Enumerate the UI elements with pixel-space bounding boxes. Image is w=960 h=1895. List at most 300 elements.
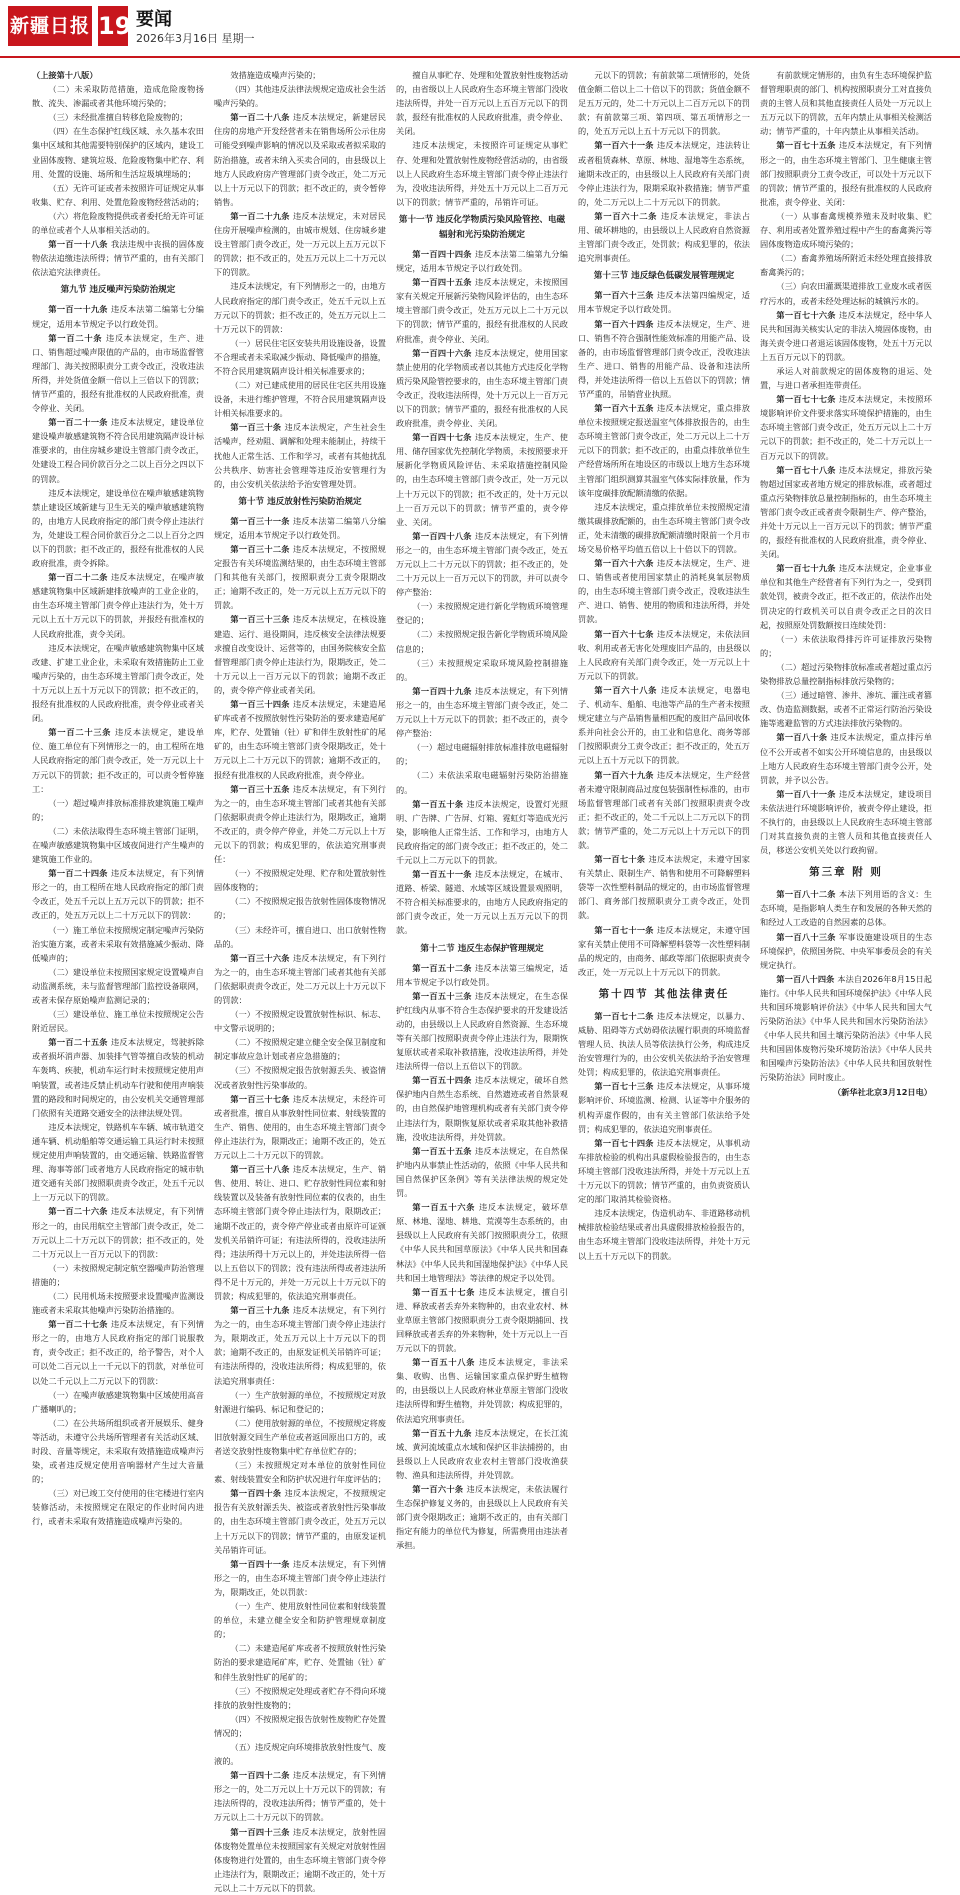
paragraph <box>214 1458 386 1486</box>
section-heading: 第九节 违反噪声污染防治规定 <box>60 285 176 296</box>
paragraph-text: 违反本法规定，生产、进口、销售不符合强制性能效标准的用能产品、设备的，由市场监督管理部门责令改正，没收违法生产、进口、销售的用能产品、设备和违法所得，并处违法所得一倍以上五倍以下的罚款；情节严重的，吊销营业执照。 <box>578 318 750 399</box>
paragraph-text: 违反本法第二编第九分编规定，适用本节规定予以行政处罚。 <box>396 248 568 274</box>
paragraph-text: 违反本法规定，建设单位在噪声敏感建筑物禁止建设区域新建与卫生无关的噪声敏感建筑物的，由地方人民政府指定的部门责令停止违法行为，处建设工程合同价款百分之二以上百分之四以下的罚款；拒不改正的，报经有批准权的人民政府批准，责令拆除。 <box>32 487 204 569</box>
paragraph <box>214 894 386 922</box>
paragraph-text: （三）对已竣工交付使用的住宅楼进行室内装修活动，未按照规定在限定的作业时间内进行，或者未采取有效措施造成噪声污染的。 <box>32 1488 204 1527</box>
paragraph-text: （三）向农田灌溉渠道排放工业废水或者医疗污水的，或者未经处理达标的城镇污水的。 <box>760 281 932 306</box>
paragraph-text: 擅自从事贮存、处理和处置放射性废物活动的，由省级以上人民政府生态环境主管部门没收违法所得，并处一百万元以上五百万元以下的罚款，报经有批准权的人民政府批准，责令停业、关闭。 <box>396 70 568 137</box>
article-number: 第一百三十四条 <box>230 699 293 710</box>
paragraph-text: （五）违反规定向环境排放放射性废气、废液的。 <box>214 1741 386 1767</box>
paragraph <box>396 1073 568 1143</box>
paragraph-text: 本法下列用语的含义：生态环境，是指影响人类生存和发展的各种天然的和经过人工改造的自然因素的总体。 <box>760 889 932 928</box>
article-number: 第一百五十条 <box>412 798 467 809</box>
paragraph-text: 违反本法规定，未对居民住房开展噪声检测的，由城市规划、住房城乡建设主管部门责令改正，处一万元以上五万元以下的罚款；拒不改正的，处五万元以上二十万元以下的罚款。 <box>214 210 386 278</box>
paragraph <box>760 730 932 786</box>
dateline-credit <box>760 1085 932 1099</box>
paragraph <box>578 317 750 402</box>
paragraph-text: 违反本法规定，有下列行为之一的，由生态环境主管部门责令停止违法行为，限期改正，处五万元以上十万元以下的罚款；逾期不改正的，由原发证机关吊销许可证；有违法所得的，没收违法所得；构成犯罪的，依法追究刑事责任： <box>214 1305 386 1386</box>
paragraph <box>760 392 932 462</box>
paragraph-text: （二）不按照规定报告放射性固体废物情况的； <box>214 896 386 921</box>
paragraph <box>214 420 386 490</box>
paragraph-text: 违反本法规定，伪造机动车、非道路移动机械排放检验结果或者出具虚假排放检验报告的，由生态环境主管部门没收违法所得，并处十万元以上五十万元以下的罚款。 <box>578 1208 750 1261</box>
paragraph <box>578 401 750 500</box>
paragraph-text: 违反本法规定，生产经营者未遵守限制商品过度包装强制性标准的，由市场监督管理部门或者有关部门按照职责责令改正；拒不改正的，处二千元以上二万元以下的罚款；情节严重的，处二万元以上十万元以下的罚款。 <box>578 769 750 850</box>
paragraph-text: 违反本法规定，生产、使用、储存国家优先控制化学物质，未按照要求开展新化学物质风险评估、未采取措施控制风险的，由生态环境主管部门责令改正，处一万元以上十万元以下的罚款；拒不改正的，处十万元以上一百万元以下的罚款；情节严重的，责令停业、关闭。 <box>396 432 568 527</box>
paragraph-text: （三）未按照规定对本单位的放射性同位素、射线装置安全和防护状况进行年度评估的； <box>214 1460 386 1485</box>
paragraph <box>32 302 204 330</box>
paragraph-text: 违反本法规定，有下列情形之一的，由生态环境主管部门责令改正，处五万元以上二十万元以下的罚款；拒不改正的，处二十万元以上一百万元以下的罚款，并可以责令停产整治： <box>396 530 568 598</box>
paragraph-text: （二）对已建成使用的居民住宅区共用设施设备，未进行维护管理，不符合民用建筑隔声设计相关标准要求的。 <box>214 380 386 419</box>
paragraph <box>214 1712 386 1740</box>
paragraph <box>578 68 750 138</box>
paragraph <box>578 1136 750 1206</box>
paragraph <box>396 961 568 989</box>
paragraph <box>214 951 386 1007</box>
paragraph-text: （三）建设单位、施工单位未按照规定公告附近居民。 <box>32 1009 204 1034</box>
paragraph-text: （一）不按照规定处理、贮存和处置放射性固体废物的； <box>214 868 386 893</box>
paragraph <box>396 1355 568 1425</box>
paragraph <box>396 1285 568 1355</box>
article-number: 第一百三十六条 <box>230 952 293 963</box>
article-number: 第一百六十八条 <box>594 684 661 695</box>
paragraph-text: 违反本法规定，生产、进口、销售或者使用国家禁止的消耗臭氧层物质的，由生态环境主管部门责令改正，没收违法生产、进口、销售、使用的物质和违法所得，并处罚款。 <box>578 558 750 625</box>
paragraph-text: （二）未依法采取电磁辐射污染防治措施的。 <box>396 770 568 795</box>
newspaper-logo: 新疆日报 <box>8 6 92 46</box>
paragraph-text: 违反本法规定，企业事业单位和其他生产经营者有下列行为之一，受到罚款处罚，被责令改正，拒不改正的，依法作出处罚决定的行政机关可以自责令改正之日的次日起，按照原处罚数额按日连续处罚： <box>760 563 932 630</box>
paragraph <box>760 561 932 631</box>
paragraph <box>578 500 750 556</box>
paragraph-text: 违反本法规定，有下列情形之一的，由地方人民政府指定的部门责令改正，处五千元以上五万元以下的罚款；拒不改正的，处五万元以上二十万元以下的罚款： <box>214 281 386 334</box>
article-number: 第一百五十五条 <box>412 1145 475 1156</box>
paragraph <box>396 740 568 768</box>
article-number: 第一百四十条 <box>230 1488 285 1499</box>
paragraph-text: （新华社北京3月12日电） <box>833 1086 932 1097</box>
article-number: 第一百七十七条 <box>776 394 839 405</box>
paragraph <box>214 1063 386 1091</box>
article-number: 第一百五十九条 <box>412 1427 475 1438</box>
paragraph-text: 违反本法规定，有下列情形之一的，由生态环境主管部门责令改正，处二万元以上十万元以下的罚款；拒不改正的，责令停产整治： <box>396 685 568 739</box>
article-number: 第一百七十三条 <box>594 1081 657 1092</box>
paragraph-text: 违反本法规定，经中华人民共和国海关核实认定的非法入境固体废物，由海关责令进口者退运该固体废物，处五十万元以上五百万元以下的罚款。 <box>760 309 932 362</box>
paragraph <box>32 331 204 416</box>
paragraph-text: （三）不按照规定处理或者贮存不得向环境排放的放射性废物的； <box>214 1685 386 1710</box>
paragraph <box>396 1426 568 1482</box>
paragraph-text: 违反本法规定，重点排放单位未按照规定清缴其碳排放配额的，由生态环境主管部门责令改正，处未清缴的碳排放配额清缴时限前一个月市场交易价格平均值五倍以上十倍以下的罚款。 <box>578 501 750 554</box>
paragraph <box>578 852 750 922</box>
paragraph-text: 违反本法第二编第八分编规定，适用本节规定予以行政处罚。 <box>214 515 386 540</box>
article-number: 第一百三十八条 <box>230 1164 293 1175</box>
article-number: 第一百六十一条 <box>594 140 657 151</box>
text-column-3 <box>396 68 568 1551</box>
paragraph-text: 违反本法规定，铁路机车车辆、城市轨道交通车辆、机动船舶等交通运输工具运行时未按照规定使用声响装置的，由交通运输、铁路监督管理、海事等部门或者地方人民政府指定的城市轨道交通有关部门按照职责责令改正，处五千元以上一万元以下的罚款。 <box>32 1121 204 1203</box>
paragraph <box>214 1162 386 1303</box>
paragraph-text: （一）超过电磁辐射排放标准排放电磁辐射的； <box>396 742 568 767</box>
paragraph <box>214 1092 386 1162</box>
paragraph <box>214 1007 386 1035</box>
paragraph-text: 违反本法规定，在噪声敏感建筑物集中区域新建排放噪声的工业企业的，由生态环境主管部门责令停止违法行为，处十万元以上五十万元以下的罚款，并报经有批准权的人民政府批准，责令关闭。 <box>32 572 204 639</box>
paragraph-text: 违反本法规定，有下列情形之一的，由生态环境主管部门责令停止违法行为，限期改正，处以罚款： <box>214 1558 386 1597</box>
article-number: 第一百一十九条 <box>48 304 111 315</box>
paragraph <box>214 1035 386 1063</box>
article-number: 第一百二十九条 <box>230 210 293 221</box>
paragraph <box>396 1482 568 1552</box>
paragraph-text: 违反本法规定，有下列情形之一的，由工程所在地人民政府指定的部门责令改正，处五千元以上五万元以下的罚款；拒不改正的，处五万元以上二十万元以下的罚款： <box>32 868 204 921</box>
article-number: 第一百八十条 <box>776 732 831 743</box>
paragraph <box>32 1204 204 1260</box>
paragraph <box>32 486 204 571</box>
paragraph <box>760 308 932 364</box>
section-heading: 第十四节 其他法律责任 <box>598 987 730 1000</box>
article-number: 第一百七十二条 <box>594 1010 657 1021</box>
paragraph-text: （二）建设单位未按照国家规定设置噪声自动监测系统，未与监督管理部门监控设备联网，或者未保存原始噪声监测记录的； <box>32 966 204 1005</box>
article-body <box>32 68 932 1893</box>
paragraph <box>396 1144 568 1200</box>
paragraph <box>578 288 750 316</box>
article-number: 第一百四十九条 <box>412 685 475 696</box>
paragraph <box>396 1200 568 1285</box>
paragraph <box>396 797 568 867</box>
paragraph <box>214 1416 386 1458</box>
paragraph <box>32 1388 204 1416</box>
paragraph-text: （二）未建造尾矿库或者不按照放射性污染防治的要求建造尾矿库，贮存、处置铀（钍）矿和伴生放射性矿的尾矿的； <box>214 1643 386 1682</box>
paragraph-text: 有前款规定情形的，由负有生态环境保护监督管理职责的部门、机构按照职责分工对直接负责的主管人员和其他直接责任人员处一万元以上五万元以下的罚款，五年内禁止从事相关检测活动；情节严重的，十年内禁止从事相关活动。 <box>760 70 932 137</box>
paragraph-text: 违反本法规定，有下列情形之一的，处二万元以上十万元以下的罚款；有违法所得的，没收违法所得；情节严重的，处十万元以上二十万元以下的罚款。 <box>214 1770 386 1823</box>
article-number: 第一百七十八条 <box>776 464 839 475</box>
paragraph <box>578 683 750 768</box>
paragraph <box>32 824 204 866</box>
paragraph <box>578 627 750 683</box>
paragraph <box>32 415 204 485</box>
article-number: 第一百五十六条 <box>412 1202 479 1213</box>
paragraph-text: （二）不按照规定建立健全安全保卫制度和制定事故应急计划或者应急措施的； <box>214 1037 386 1062</box>
paragraph <box>396 138 568 208</box>
article-number: 第一百四十八条 <box>412 530 475 541</box>
paragraph-text: （一）居民住宅区安装共用设施设备，设置不合理或者未采取减少振动、降低噪声的措施，不符合民用建筑隔声设计相关标准要求的； <box>214 337 386 376</box>
paragraph-text: 违反本法规定，生产、销售、使用、转让、进口、贮存放射性同位素和射线装置以及装备有放射性同位素的仪表的，由生态环境主管部门责令停止违法行为，限期改正；逾期不改正的，责令停产停业或者由原许可证颁发机关吊销许可证；有违法所得的，没收违法所得；违法所得十万元以上的，并处违法所得一倍以上五倍以下的罚款；没有违法所得或者违法所得不足十万元的，并处一万元以上十万元以下的罚款；构成犯罪的，依法追究刑事责任。 <box>214 1164 386 1301</box>
paragraph <box>578 768 750 853</box>
paragraph-text: 违反本法第二编第七分编规定，适用本节规定予以行政处罚。 <box>32 304 204 329</box>
paragraph <box>214 279 386 335</box>
article-number: 第一百六十五条 <box>594 403 657 414</box>
paragraph-text: （二）未按照规定报告新化学物质环境风险信息的； <box>396 629 568 654</box>
paragraph-text: 效措施造成噪声污染的； <box>230 70 321 80</box>
paragraph-text: （三）未按照规定采取环境风险控制措施的。 <box>396 657 568 682</box>
paragraph <box>32 82 204 110</box>
paragraph-text: （四）在生态保护红线区域、永久基本农田集中区域和其他需要特别保护的区域内，建设工业固体废物、建筑垃圾、危险废物集中贮存、利用、处置的设施、场所和生活垃圾填埋场的； <box>32 126 204 179</box>
article-number: 第一百六十六条 <box>594 558 657 569</box>
paragraph <box>578 138 750 208</box>
paragraph <box>578 1079 750 1135</box>
article-number: 第一百二十三条 <box>48 727 115 738</box>
paragraph <box>760 209 932 251</box>
article-number: 第一百八十二条 <box>776 889 839 900</box>
article-number: 第一百七十六条 <box>776 309 839 320</box>
article-number: 第一百三十九条 <box>230 1305 293 1316</box>
article-number: 第一百三十三条 <box>230 614 293 625</box>
paragraph-text: 违反本法规定，未建造尾矿库或者不按照放射性污染防治的要求建造尾矿库，贮存、处置铀（钍）矿和伴生放射性矿的尾矿的，由生态环境主管部门责令限期改正，处十万元以上二十万元以下的罚款；逾期不改正的，报经有批准权的人民政府批准，责令停业。 <box>214 699 386 780</box>
paragraph <box>214 514 386 542</box>
paragraph <box>578 209 750 265</box>
section-heading: 第十二节 违反生态保护管理规定 <box>420 943 544 954</box>
paragraph-text: 违反本法规定，非法占用、破坏耕地的，由县级以上人民政府自然资源主管部门责令改正，处罚款；构成犯罪的，依法追究刑事责任。 <box>578 210 750 264</box>
paragraph-text: （二）在公共场所组织或者开展娱乐、健身等活动，未遵守公共场所管理者有关活动区域、时段、音量等规定，未采取有效措施造成噪声污染，或者违反规定使用音响器材产生过大音量的； <box>32 1417 204 1485</box>
article-number: 第一百八十四条 <box>776 973 838 984</box>
paragraph <box>760 138 932 208</box>
article-number: 第一百四十一条 <box>230 1558 293 1569</box>
paragraph <box>760 972 932 1085</box>
paragraph-text: （三）不按照规定报告放射源丢失、被盗情况或者放射性污染事故的。 <box>214 1065 386 1090</box>
paragraph-text: 违反本法规定，放射性固体废物处置单位未按照国家有关规定对放射性固体废物进行处置的，由生态环境主管部门责令停止违法行为，限期改正；逾期不改正的，处十万元以上二十万元以下的罚款。 <box>214 1826 386 1893</box>
paragraph-text: 违反本法规定，排放污染物超过国家或者地方规定的排放标准，或者超过重点污染物排放总量控制指标的，由生态环境主管部门责令改正或者责令限制生产、停产整治，并处十万元以上一百万元以下的罚款；情节严重的，报经有批准权的人民政府批准，责令停业、关闭。 <box>760 464 932 560</box>
paragraph-text: （二）未依法取得生态环境主管部门证明，在噪声敏感建筑物集中区域夜间进行产生噪声的建筑施工作业的。 <box>32 825 204 865</box>
paragraph <box>214 1740 386 1768</box>
paragraph-text: （一）生产、使用放射性同位素和射线装置的单位，未建立健全安全和防护管理规章制度的； <box>214 1601 386 1640</box>
paragraph-text: 违反本法规定，未按照许可证规定从事贮存、处理和处置放射性废物经营活动的，由省级以上人民政府生态环境主管部门责令停止违法行为，没收违法所得，并处五十万元以上二百万元以下的罚款；情节严重的，吊销许可证。 <box>396 140 568 207</box>
paragraph <box>32 237 204 279</box>
article-number: 第一百五十四条 <box>412 1075 475 1086</box>
paragraph-text: 违反本法规定，有下列行为之一的，由生态环境主管部门或者其他有关部门依据职责责令停止违法行为，限期改正，逾期不改正的，责令停产停业，并处二万元以上十万元以下的罚款；构成犯罪的，依法追究刑事责任： <box>214 783 386 865</box>
article-number: 第一百六十三条 <box>594 290 657 301</box>
paragraph <box>760 632 932 660</box>
paragraph-text: 违反本法规定，在核设施建造、运行、退役期间，违反核安全法律法规要求擅自改变设计、运营等的，由国务院核安全监督管理部门责令停止违法行为，限期改正，处二十万元以上一百万元以下的罚款；逾期不改正的，责令停产停业或者关闭。 <box>214 614 386 695</box>
paragraph-text: 违反本法规定，未按照环境影响评价文件要求落实环境保护措施的，由生态环境主管部门责令改正，处五万元以上二十万元以下的罚款；拒不改正的，处二十万元以上一百万元以下的罚款。 <box>760 394 932 461</box>
article-number: 第一百二十五条 <box>48 1037 111 1048</box>
paragraph-text: （三）未经批准擅自转移危险废物的； <box>48 112 188 123</box>
paragraph-text: （二）民用机场未按照要求设置噪声监测设施或者未采取其他噪声污染防治措施的。 <box>32 1290 204 1316</box>
text-column-4 <box>578 68 750 1352</box>
paragraph <box>396 684 568 740</box>
paragraph <box>32 1317 204 1387</box>
article-number: 第一百四十四条 <box>412 248 475 259</box>
paragraph <box>214 782 386 867</box>
paragraph <box>32 923 204 965</box>
paragraph-text: （二）超过污染物排放标准或者超过重点污染物排放总量控制指标排放污染物的； <box>760 661 932 687</box>
paragraph <box>396 346 568 431</box>
paragraph-text: 违反本法规定，产生社会生活噪声，经劝阻、调解和处理未能制止，持续干扰他人正常生活、工作和学习，或者有其他扰乱公共秩序、妨害社会管理等违反治安管理行为的，由公安机关依法给予治安管理处罚。 <box>214 422 386 489</box>
paragraph-text: 违反本法规定，擅自引进、释放或者丢弃外来物种的，由农业农村、林业草原主管部门按照职责分工责令限期捕回、找回释放或者丢弃的外来物种，处十万元以上一百万元以下的罚款。 <box>396 1286 568 1354</box>
article-number: 第一百五十三条 <box>412 990 475 1001</box>
paragraph-text: 违反本法规定，建设单位、施工单位有下列情形之一的，由工程所在地人民政府指定的部门责令改正，处一万元以上十万元以下的罚款；拒不改正的，可以责令暂停施工： <box>32 727 204 794</box>
paragraph-text: （四）不按照规定报告放射性废物贮存处置情况的； <box>214 1713 386 1738</box>
paragraph-text: 违反本法规定，非法采集、收购、出售、运输国家重点保护野生植物的，由县级以上人民政府林业草原主管部门没收违法所得和野生植物，并处罚款；构成犯罪的，依法追究刑事责任。 <box>396 1357 568 1424</box>
article-number: 第一百六十条 <box>412 1484 467 1494</box>
masthead <box>0 0 960 58</box>
paragraph <box>396 247 568 275</box>
paragraph-text: 违反本法规定，重点排污单位不公开或者不如实公开环境信息的，由县级以上地方人民政府生态环境主管部门责令公开，处罚款，并予以公告。 <box>760 732 932 785</box>
page-number: 19 <box>98 6 128 46</box>
paragraph-text: 违反本法规定，使用国家禁止使用的化学物质或者以其他方式违反化学物质污染风险管控要求的，由生态环境主管部门责令改正，没收违法所得，处十万元以上一百万元以下的罚款；情节严重的，报经有批准权的人民政府批准，责令停业、关闭。 <box>396 347 568 429</box>
paragraph <box>214 1388 386 1416</box>
paragraph <box>396 768 568 796</box>
paragraph <box>396 867 568 937</box>
paragraph <box>32 181 204 209</box>
paragraph-text: 违反本法规定，设置灯光照明、广告牌、广告屏、灯箱、霓虹灯等造成光污染，影响他人正常生活、工作和学习，由地方人民政府指定的部门责令改正；拒不改正的，处二千元以上二万元以下的罚款。 <box>396 798 568 865</box>
section-heading: 第三章 附 则 <box>809 866 883 879</box>
text-column-5 <box>760 68 932 1352</box>
article-number: 第一百二十四条 <box>48 868 111 879</box>
paragraph <box>760 251 932 279</box>
paragraph <box>32 1035 204 1120</box>
article-number: 第一百六十九条 <box>594 769 657 780</box>
date-line: 2026年3月16日 星期一 <box>136 32 255 45</box>
paragraph <box>760 463 932 562</box>
paragraph <box>32 725 204 795</box>
article-number: 第一百七十四条 <box>594 1137 657 1148</box>
paragraph-text: 违反本法规定，电器电子、机动车、船舶、电池等产品的生产者未按照规定建立与产品销售量相匹配的废旧产品回收体系并向社会公开的，由工业和信息化、商务等部门按照职责分工责令改正；拒不改正的，处五万元以上五十万元以下的罚款。 <box>578 684 750 766</box>
paragraph <box>32 1486 204 1528</box>
article-number: 第一百六十七条 <box>594 628 657 639</box>
paragraph-text: 承运人对前款规定的固体废物的退运、处置，与进口者承担连带责任。 <box>760 365 932 391</box>
article-number: 第一百二十六条 <box>48 1206 111 1217</box>
article-number: 第一百八十一条 <box>776 788 839 799</box>
paragraph <box>32 796 204 824</box>
paragraph-text: （一）施工单位未按照规定制定噪声污染防治实施方案，或者未采取有效措施减少振动、降低噪声的； <box>32 924 204 963</box>
paragraph <box>760 787 932 857</box>
paragraph-text: 违反本法规定，新建居民住房的房地产开发经营者未在销售场所公示住房可能受到噪声影响的情况以及采取或者拟采取的防治措施，或者未纳入买卖合同的，由县级以上地方人民政府房产管理部门责令改正，处二万元以上十万元以下的罚款；拒不改正的，责令暂停销售。 <box>214 112 386 207</box>
paragraph <box>32 1007 204 1035</box>
paragraph <box>396 627 568 655</box>
article-number: 第一百七十条 <box>594 854 649 865</box>
paragraph <box>32 1120 204 1205</box>
paragraph-text: 违反本法规定，在城市、道路、桥梁、隧道、水域等区域设置景观照明，不符合相关标准要求的，由地方人民政府指定的部门责令改正，处一万元以上五万元以下的罚款。 <box>396 869 568 936</box>
paragraph-text: （五）无许可证或者未按照许可证规定从事收集、贮存、利用、处置危险废物经营活动的； <box>32 182 204 207</box>
paragraph <box>578 923 750 979</box>
paragraph <box>214 110 386 209</box>
paragraph <box>32 965 204 1007</box>
paragraph-text: 违反本法规定，不按照规定报告有关放射源丢失、被盗或者放射性污染事故的，由生态环境主管部门责令改正，处五万元以上十万元以下的罚款；情节严重的，由原发证机关吊销许可证。 <box>214 1488 386 1555</box>
paragraph-text: （上接第十八版） <box>32 70 98 80</box>
paragraph <box>396 68 568 138</box>
paragraph-text: 违反本法规定，违法转让或者租赁森林、草原、林地、湿地等生态系统，逾期未改正的，由县级以上人民政府有关部门责令停止违法行为，限期采取补救措施；情节严重的，处二万元以上二十万元以下的罚款。 <box>578 140 750 207</box>
article-number: 第一百三十七条 <box>230 1093 293 1104</box>
article-number: 第一百四十二条 <box>230 1770 293 1781</box>
paragraph <box>214 1557 386 1599</box>
paragraph-text: 本法自2026年8月15日起施行。《中华人民共和国环境保护法》《中华人民共和国环境影响评价法》《中华人民共和国大气污染防治法》《中华人民共和国水污染防治法》《中华人民共和国土壤污染防治法》《中华人民共和国固体废物污染环境防治法》《中华人民共和国噪声污染防治法》《中华人民共和国放射性污染防治法》同时废止。 <box>760 973 932 1083</box>
paragraph-text: 违反本法规定，破坏自然保护地内自然生态系统、自然遗迹或者自然景观的，由自然保护地管理机构或者有关部门责令停止违法行为，限期恢复原状或者采取其他补救措施，没收违法所得，并处罚款。 <box>396 1075 568 1142</box>
paragraph-text: （四）其他违反法律法规规定造成社会生活噪声污染的。 <box>214 84 386 109</box>
paragraph <box>396 989 568 1074</box>
paragraph-text: 违反本法规定，有下列情形之一的，由地方人民政府指定的部门说服教育，责令改正；拒不改正的，给予警告，对个人可以处二百元以上一千元以下的罚款，对单位可以处二千元以上二万元以下的罚款： <box>32 1319 204 1386</box>
paragraph <box>214 336 386 378</box>
article-number: 第一百三十五条 <box>230 783 293 794</box>
paragraph <box>32 68 204 82</box>
article-number: 第一百二十二条 <box>48 572 111 583</box>
paragraph-text: （一）生产放射源的单位，不按照规定对放射源进行编码、标记和登记的； <box>214 1389 386 1414</box>
paragraph-text: （一）从事畜禽规模养殖未及时收集、贮存、利用或者处置养殖过程中产生的畜禽粪污等固体废物造成环境污染的； <box>760 210 932 250</box>
paragraph-text: 违反本法规定，有下列情形之一的，由生态环境主管部门、卫生健康主管部门按照职责分工责令改正，可以处十万元以下的罚款；情节严重的，报经有批准权的人民政府批准，责令停业、关闭： <box>760 140 932 207</box>
paragraph <box>214 866 386 894</box>
paragraph <box>760 930 932 972</box>
paragraph <box>214 1303 386 1388</box>
paragraph-text: 违反本法规定，在自然保护地内从事禁止性活动的，依照《中华人民共和国自然保护区条例》等有关法律法规的规定处罚。 <box>396 1145 568 1199</box>
article-number: 第一百五十二条 <box>412 962 475 973</box>
paragraph <box>214 612 386 697</box>
paragraph <box>214 209 386 279</box>
text-column-1 <box>32 68 204 1527</box>
section-heading: 第十节 违反放射性污染防治规定 <box>238 496 362 507</box>
article-number: 第一百二十七条 <box>48 1319 111 1330</box>
paragraph <box>214 82 386 110</box>
paragraph <box>32 1261 204 1289</box>
paragraph <box>214 542 386 612</box>
paragraph <box>32 1416 204 1486</box>
paragraph <box>760 68 932 138</box>
article-number: 第一百八十三条 <box>776 931 839 942</box>
article-number: 第一百二十八条 <box>230 112 293 123</box>
paragraph-text: （三）通过暗管、渗井、渗坑、灌注或者篡改、伪造监测数据，或者不正常运行防治污染设施等逃避监管的方式违法排放污染物的。 <box>760 690 932 729</box>
paragraph-text: 违反本法第四编规定，适用本节规定予以行政处罚。 <box>578 290 750 315</box>
paragraph-text: （一）超过噪声排放标准排放建筑施工噪声的； <box>32 797 204 822</box>
paragraph <box>214 1641 386 1683</box>
paragraph <box>396 430 568 529</box>
text-column-2 <box>214 68 386 1893</box>
paragraph-text: （二）畜禽养殖场所附近未经处理直接排放畜禽粪污的； <box>760 253 932 278</box>
paragraph <box>760 688 932 730</box>
paragraph <box>32 209 204 237</box>
paragraph-text: （一）未按照规定制定航空器噪声防治管理措施的； <box>32 1262 204 1287</box>
article-number: 第一百三十条 <box>230 422 285 433</box>
paragraph <box>32 641 204 726</box>
paragraph-text: （二）使用放射源的单位，不按照规定将废旧放射源交回生产单位或者返回原出口方的，或者送交放射性废物集中贮存单位贮存的； <box>214 1417 386 1456</box>
paragraph-text: 违反本法规定，未依法回收、利用或者无害化处理废旧产品的，由县级以上人民政府有关部门责令改正，处一万元以上十万元以下的罚款。 <box>578 628 750 681</box>
paragraph-text: （一）不按照规定设置放射性标识、标志、中文警示说明的； <box>214 1009 386 1034</box>
article-number: 第一百五十一条 <box>412 869 475 880</box>
article-number: 第一百三十二条 <box>230 544 293 554</box>
paragraph-text: 违反本法规定，生产、进口、销售超过噪声限值的产品的，由市场监督管理部门、海关按照职责分工责令改正，没收违法所得，并处货值金额一倍以上三倍以下的罚款；情节严重的，报经有批准权的人民政府批准，责令停业、关闭。 <box>32 332 204 414</box>
paragraph <box>396 275 568 345</box>
paragraph-text: （二）未采取防范措施，造成危险废物扬散、流失、渗漏或者其他环境污染的； <box>32 84 204 109</box>
paragraph-text: （三）未经许可，擅自进口、出口放射性物品的。 <box>214 924 386 949</box>
paragraph-text: 违反本法第三编规定，适用本节规定予以行政处罚。 <box>396 962 568 987</box>
paragraph-text: 违反本法规定，在长江流域、黄河流域重点水域和保护区非法捕捞的，由县级以上人民政府农业农村主管部门没收渔获物、渔具和违法所得，并处罚款。 <box>396 1427 568 1480</box>
paragraph <box>396 656 568 684</box>
paragraph-text: 我法违规中丧损的固体废物依法追缴违法所得；情节严重的，由有关部门依法追究法律责任。 <box>32 239 204 278</box>
paragraph <box>578 556 750 626</box>
paragraph <box>214 923 386 951</box>
article-number: 第一百七十九条 <box>776 563 839 574</box>
paragraph <box>32 124 204 180</box>
paragraph-text: 违反本法规定，未遵守国家有关禁止使用不可降解塑料袋等一次性塑料制品的规定的，由商务、邮政等部门依据职责责令改正，处一万元以上十万元以下的罚款。 <box>578 924 750 977</box>
article-number: 第一百五十七条 <box>412 1286 479 1297</box>
paragraph <box>214 697 386 782</box>
paragraph <box>32 570 204 640</box>
paragraph-text: 元以下的罚款；有前款第二项情形的，处货值金额二倍以上二十倍以下的罚款；货值金额不足五万元的，处二十万元以上二百万元以下的罚款；有前款第三项、第四项、第五项情形之一的，处五万元以上五十万元以下的罚款。 <box>578 70 750 137</box>
article-number: 第一百二十条 <box>48 332 106 343</box>
paragraph-text: 违反本法规定，从事环境影响评价、环境监测、检测、认证等中介服务的机构弄虚作假的，由有关主管部门依法给予处罚；构成犯罪的，依法追究刑事责任。 <box>578 1081 750 1134</box>
paragraph-text: 违反本法规定，以暴力、威胁、阻碍等方式妨碍依法履行职责的环境监督管理人员、执法人员等依法执行公务，构成违反治安管理行为的，由公安机关依法给予治安管理处罚；构成犯罪的，依法追究刑事责任。 <box>578 1010 750 1078</box>
paragraph-text: （一）未按照规定进行新化学物质环境管理登记的； <box>396 601 568 626</box>
article-number: 第一百七十一条 <box>594 924 657 935</box>
paragraph-text: 违反本法规定，不按照规定报告有关环境监测结果的，由生态环境主管部门和其他有关部门，按照职责分工责令限期改正；逾期不改正的，处一万元以上五万元以下的罚款。 <box>214 544 386 611</box>
paragraph-text: 违反本法规定，从事机动车排放检验的机构出具虚假检验报告的，由生态环境主管部门没收违法所得，并处十万元以上五十万元以下的罚款；情节严重的，由负责资质认定的部门取消其检验资格。 <box>578 1137 750 1205</box>
section-heading: 第十一节 违反化学物质污染风险管控、电磁辐射和光污染防治规定 <box>398 214 566 240</box>
paragraph <box>214 1599 386 1641</box>
paragraph-text: 违反本法规定，破坏草原、林地、湿地、耕地、荒漠等生态系统的，由县级以上人民政府有关部门按照职责分工，依照《中华人民共和国草原法》《中华人民共和国森林法》《中华人民共和国湿地保护法》《中华人民共和国土地管理法》等法律的规定予以处罚。 <box>396 1202 568 1283</box>
article-number: 第一百五十八条 <box>412 1357 479 1368</box>
section-title: 要闻 <box>136 9 172 30</box>
paragraph <box>214 1825 386 1895</box>
article-number: 第一百一十八条 <box>48 239 111 250</box>
paragraph-text: 违反本法规定，未经许可或者批准，擅自从事放射性同位素、射线装置的生产、销售、使用的，由生态环境主管部门责令停止违法行为，限期改正；逾期不改正的，处五万元以上二十万元以下的罚款。 <box>214 1093 386 1161</box>
paragraph-text: （六）将危险废物提供或者委托给无许可证的单位或者个人从事相关活动的。 <box>32 210 204 236</box>
paragraph <box>396 599 568 627</box>
paragraph-text: 违反本法规定，重点排放单位未按照规定报送温室气体排放报告的，由生态环境主管部门责令改正，处二万元以上二十万元以下的罚款；拒不改正的，由重点排放单位生产经营场所所在地设区的市级以上地方生态环境主管部门组织测算其温室气体实际排放量，作为该年度碳排放配额清缴的依据。 <box>578 403 750 498</box>
article-number: 第一百四十七条 <box>412 432 475 443</box>
paragraph-text: 违反本法规定，建设单位建设噪声敏感建筑物不符合民用建筑隔声设计标准要求的，由住房城乡建设主管部门责令改正，处建设工程合同价款百分之二以上百分之四以下的罚款。 <box>32 417 204 484</box>
paragraph-text: 违反本法规定，驾驶拆除或者损坏消声器、加装排气管等擅自改装的机动车轰鸣、疾驶，机动车运行时未按照规定使用声响装置，或者违反禁止机动车行驶和使用声响装置的路段和时间规定的，由公安机关交通管理部门依照有关道路交通安全的法律法规处罚。 <box>32 1037 204 1118</box>
article-number: 第一百七十五条 <box>776 140 839 151</box>
article-number: 第一百三十一条 <box>230 515 293 526</box>
